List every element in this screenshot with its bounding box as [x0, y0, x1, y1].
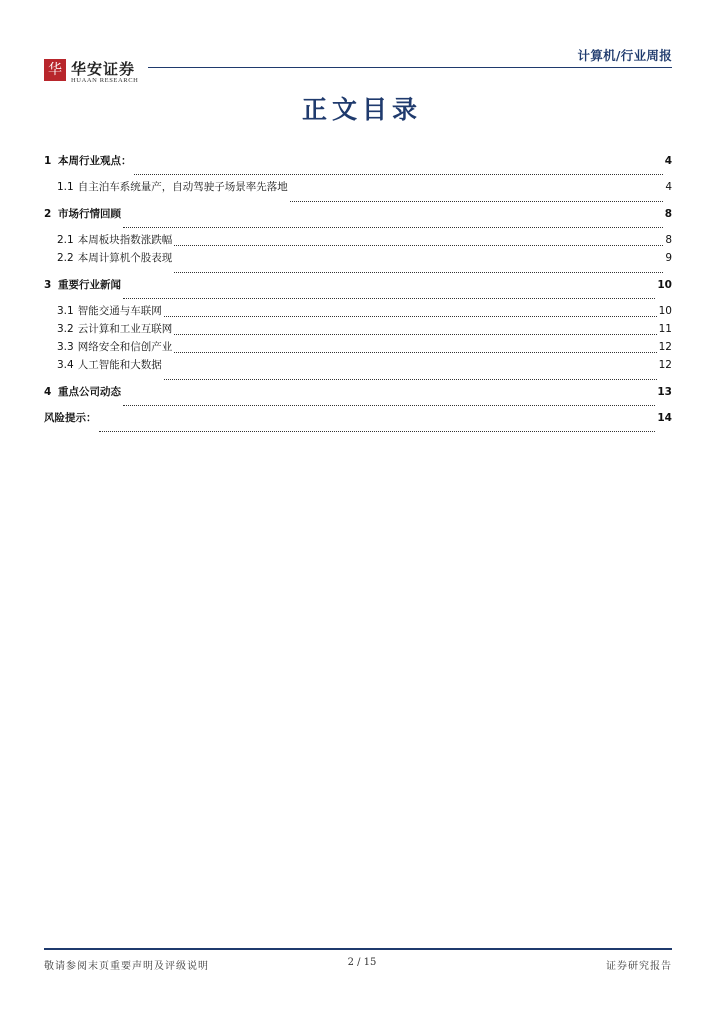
- toc-section-entry[interactable]: [44, 383, 672, 409]
- toc-section-entry[interactable]: [44, 205, 672, 231]
- toc-entry-label: 自主泊车系统量产，自动驾驶子场景率先落地: [77, 181, 288, 193]
- toc-entry-number: 3: [44, 279, 52, 291]
- logo-name-cn: 华安证券: [71, 60, 136, 78]
- toc-entry-title: [57, 320, 172, 338]
- toc-entry-label: 市场行情回顾: [58, 208, 121, 220]
- toc-page-number: 10: [658, 305, 672, 317]
- toc-entry-label: 重要行业新闻: [58, 279, 121, 291]
- toc-entry-title: [57, 302, 162, 320]
- toc-entry-label: 风险提示：: [44, 412, 97, 424]
- toc-subsection-entry[interactable]: [44, 338, 672, 356]
- toc-page-number: 8: [665, 234, 672, 246]
- toc-subsection-entry[interactable]: [44, 302, 672, 320]
- toc-page-number: 4: [664, 155, 672, 167]
- toc-page-number: 10: [657, 279, 672, 291]
- toc-entry-title: [57, 338, 172, 356]
- toc-entry-label: 本周计算机个股表现: [77, 252, 173, 264]
- toc-subsection-entry[interactable]: [44, 249, 672, 276]
- toc-entry-label: 智能交通与车联网: [77, 305, 162, 317]
- table-of-contents: [44, 152, 672, 435]
- header-divider: [148, 67, 672, 68]
- toc-entry-title: [57, 178, 288, 196]
- footer-disclaimer: 敬请参阅末页重要声明及评级说明: [44, 961, 209, 972]
- toc-entry-number: 1: [44, 155, 52, 167]
- toc-dot-leader: [99, 431, 656, 432]
- toc-entry-number: 3.3: [57, 341, 74, 353]
- page-title: 正文目录: [301, 95, 422, 124]
- toc-entry-title: [44, 276, 121, 294]
- toc-entry-number: 3.1: [57, 305, 74, 317]
- toc-entry-title: [44, 152, 132, 170]
- footer-report-type: 证券研究报告: [606, 961, 672, 972]
- toc-entry-label: 本周板块指数涨跌幅: [77, 234, 173, 246]
- toc-entry-number: 3.4: [57, 359, 74, 371]
- toc-dot-leader: [134, 174, 663, 175]
- toc-entry-title: [57, 249, 172, 267]
- toc-section-entry[interactable]: [44, 152, 672, 178]
- toc-subsection-entry[interactable]: [44, 178, 672, 205]
- toc-entry-title: [57, 356, 162, 374]
- toc-page-number: 14: [657, 412, 672, 424]
- toc-dot-leader: [290, 201, 664, 202]
- toc-entry-number: 2.1: [57, 234, 74, 246]
- toc-entry-title: [44, 383, 121, 401]
- toc-entry-label: 重点公司动态: [58, 386, 121, 398]
- logo-seal-icon: 华: [44, 59, 66, 81]
- toc-dot-leader: [123, 298, 655, 299]
- toc-page-number: 4: [665, 181, 672, 193]
- toc-entry-number: 1.1: [57, 181, 74, 193]
- toc-section-entry[interactable]: [44, 409, 672, 435]
- toc-dot-leader: [174, 272, 663, 273]
- toc-dot-leader: [123, 227, 663, 228]
- toc-section-entry[interactable]: [44, 276, 672, 302]
- footer-divider: [44, 948, 672, 950]
- toc-entry-number: 3.2: [57, 323, 74, 335]
- report-category: 计算机/行业周报: [577, 48, 672, 63]
- toc-page-number: 8: [664, 208, 672, 220]
- toc-entry-label: 本周行业观点：: [58, 155, 132, 167]
- toc-dot-leader: [174, 334, 656, 335]
- toc-subsection-entry[interactable]: [44, 320, 672, 338]
- page-number: 2 / 15: [347, 957, 377, 968]
- toc-entry-number: 2.2: [57, 252, 74, 264]
- toc-dot-leader: [174, 245, 663, 246]
- toc-page-number: 13: [657, 386, 672, 398]
- toc-entry-number: 4: [44, 386, 52, 398]
- toc-entry-label: 网络安全和信创产业: [77, 341, 173, 353]
- toc-entry-label: 云计算和工业互联网: [77, 323, 173, 335]
- toc-entry-label: 人工智能和大数据: [77, 359, 162, 371]
- toc-entry-number: 2: [44, 208, 52, 220]
- toc-subsection-entry[interactable]: [44, 356, 672, 383]
- toc-page-number: 12: [658, 341, 672, 353]
- toc-dot-leader: [123, 405, 655, 406]
- toc-subsection-entry[interactable]: [44, 231, 672, 249]
- toc-page-number: 11: [658, 323, 672, 335]
- toc-page-number: 9: [665, 252, 672, 264]
- toc-dot-leader: [164, 316, 657, 317]
- toc-dot-leader: [174, 352, 656, 353]
- toc-page-number: 12: [658, 359, 672, 371]
- toc-entry-title: [44, 205, 121, 223]
- toc-dot-leader: [164, 379, 657, 380]
- toc-entry-title: [57, 231, 172, 249]
- toc-entry-title: [44, 409, 97, 427]
- logo-name-en: HUAAN RESEARCH: [71, 77, 139, 84]
- company-logo: [44, 58, 154, 88]
